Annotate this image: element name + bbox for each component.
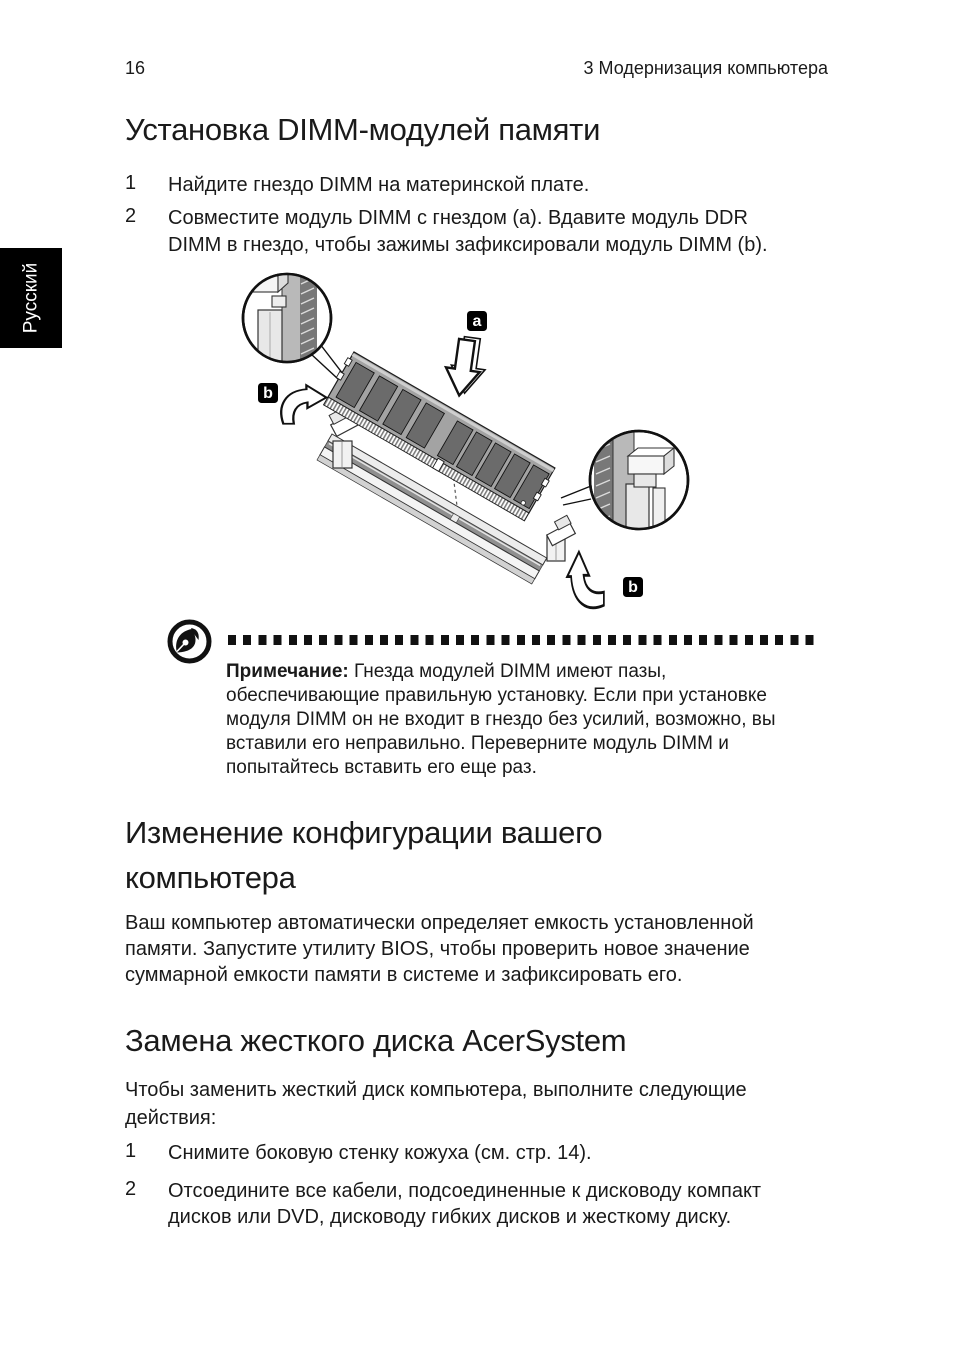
page-number: 16 — [125, 58, 146, 78]
note-line: попытайтесь вставить его еще раз. — [226, 757, 537, 778]
section2-title-line: Изменение конфигурации вашего — [125, 815, 603, 850]
section1-title: Установка DIMM-модулей памяти — [125, 112, 601, 147]
section3-title: Замена жесткого диска AcerSystem — [125, 1023, 627, 1058]
note-line: модуля DIMM он не входит в гнездо без усилий, возможно, вы — [226, 709, 776, 730]
step-number: 2 — [125, 1178, 137, 1200]
note-dotted-rule — [228, 635, 820, 645]
section2-title-line: компьютера — [125, 860, 296, 895]
step-text: Совместите модуль DIMM с гнездом (a). Вдавите модуль DDR — [168, 207, 748, 229]
note-pen-icon — [166, 618, 213, 665]
section3-body — [125, 1076, 747, 1132]
insert-arrow-down — [442, 335, 489, 399]
clip-arrow-left — [281, 385, 326, 424]
note-label: Примечание: — [226, 661, 349, 682]
paragraph-line: Чтобы заменить жесткий диск компьютера, выполните следующие — [125, 1079, 747, 1101]
note-text — [226, 660, 776, 780]
note-line: обеспечивающие правильную установку. Если при установке — [226, 685, 767, 706]
svg-text:b: b — [263, 385, 273, 402]
paragraph-line: суммарной емкости памяти в системе и зафиксировать его. — [125, 964, 683, 986]
paragraph-line: Ваш компьютер автоматически определяет емкость установленной — [125, 912, 754, 934]
language-tab — [0, 248, 62, 348]
label-a — [467, 311, 487, 331]
step-number: 1 — [125, 1140, 137, 1162]
step-text: дисков или DVD, дисководу гибких дисков и жесткому диску. — [168, 1206, 732, 1228]
callout-circle-right — [590, 422, 688, 550]
language-tab-label: Русский — [20, 262, 41, 334]
paragraph-line: памяти. Запустите утилиту BIOS, чтобы проверить новое значение — [125, 938, 750, 960]
step-number: 2 — [125, 205, 137, 227]
section2-body — [125, 910, 754, 988]
step-text: Отсоедините все кабели, подсоединенные к дисководу компакт — [168, 1180, 762, 1202]
note-line: Гнезда модулей DIMM имеют пазы, — [354, 661, 667, 682]
label-b-bottom — [623, 577, 643, 597]
chapter-header: 3 Модернизация компьютера — [583, 58, 828, 78]
callout-circle-left — [243, 263, 331, 375]
step-text: Найдите гнездо DIMM на материнской плате. — [168, 174, 590, 196]
dimm-figure-svg — [230, 258, 750, 638]
clip-arrow-right — [567, 552, 604, 608]
section2-title — [125, 810, 602, 900]
svg-text:b: b — [628, 579, 638, 596]
svg-text:a: a — [472, 313, 482, 330]
step-text: Снимите боковую стенку кожуха (см. стр. 14). — [168, 1142, 592, 1164]
paragraph-line: действия: — [125, 1107, 217, 1129]
dimm-installation-figure — [230, 258, 750, 638]
label-b-top — [258, 383, 278, 403]
step-number: 1 — [125, 172, 137, 194]
note-line: вставили его неправильно. Переверните модуль DIMM и — [226, 733, 729, 754]
step-text: DIMM в гнездо, чтобы зажимы зафиксировали модуль DIMM (b). — [168, 234, 768, 256]
